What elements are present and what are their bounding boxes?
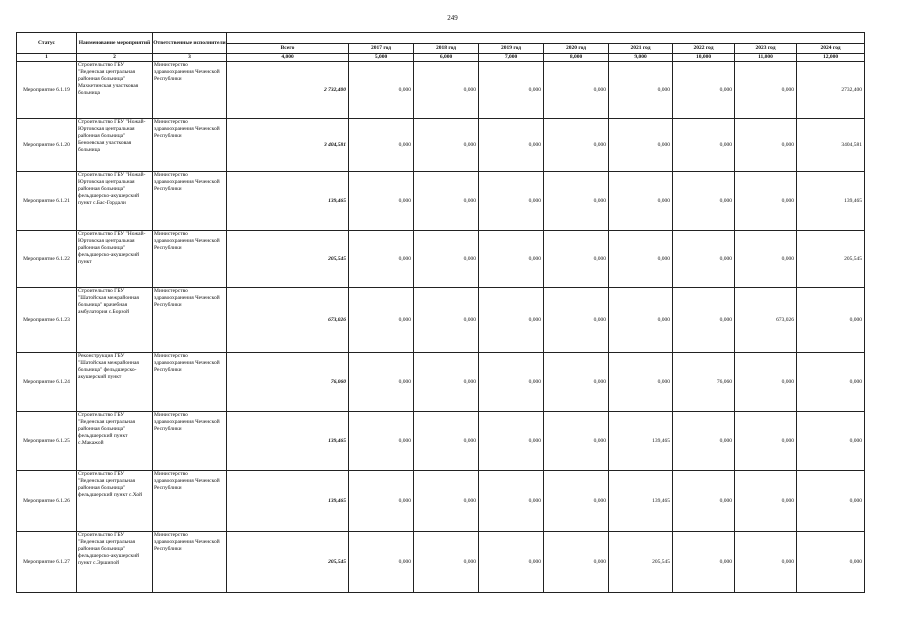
header-year: 2023 год <box>735 44 797 54</box>
row-total: 76,060 <box>227 353 349 412</box>
row-year-value: 0,000 <box>414 353 479 412</box>
table-row <box>17 471 865 532</box>
row-year-value: 0,000 <box>479 288 544 353</box>
row-year-value: 0,000 <box>479 62 544 119</box>
row-status: Мероприятие 6.1.19 <box>17 62 77 119</box>
header-row-top <box>17 33 865 44</box>
index-cell: 9,000 <box>609 54 673 62</box>
row-status: Мероприятие 6.1.20 <box>17 119 77 172</box>
index-cell: 10,000 <box>673 54 735 62</box>
row-year-value: 0,000 <box>479 119 544 172</box>
row-year-value: 3404,581 <box>797 119 865 172</box>
header-year: 2018 год <box>414 44 479 54</box>
row-total: 2 732,400 <box>227 62 349 119</box>
row-year-value: 0,000 <box>479 353 544 412</box>
header-year: 2022 год <box>673 44 735 54</box>
row-year-value: 0,000 <box>673 231 735 288</box>
index-cell: 5,000 <box>349 54 414 62</box>
header-funding-group <box>227 33 865 44</box>
index-cell: 8,000 <box>544 54 609 62</box>
header-year: 2019 год <box>479 44 544 54</box>
row-year-value: 76,060 <box>673 353 735 412</box>
row-year-value: 0,000 <box>544 412 609 471</box>
header-total: Всего <box>227 44 349 54</box>
row-year-value: 139,465 <box>797 172 865 231</box>
row-executor: Министерство здравоохранения Чеченской Республики <box>153 288 227 353</box>
row-year-value: 0,000 <box>544 172 609 231</box>
row-executor: Министерство здравоохранения Чеченской Республики <box>153 412 227 471</box>
table-row <box>17 353 865 412</box>
table-row <box>17 119 865 172</box>
row-name: Строительство ГБУ "Веденская центральная районная больница" фельдшерско-акушерский пункт с.Эршипой <box>77 532 153 593</box>
row-year-value: 0,000 <box>609 231 673 288</box>
index-cell: 3 <box>153 54 227 62</box>
row-total: 3 404,581 <box>227 119 349 172</box>
row-status: Мероприятие 6.1.23 <box>17 288 77 353</box>
row-year-value: 0,000 <box>609 62 673 119</box>
row-year-value: 139,465 <box>609 471 673 532</box>
row-status: Мероприятие 6.1.26 <box>17 471 77 532</box>
header-status: Статус <box>17 33 77 54</box>
row-total: 673,026 <box>227 288 349 353</box>
row-executor: Министерство здравоохранения Чеченской Республики <box>153 119 227 172</box>
row-year-value: 0,000 <box>414 412 479 471</box>
row-status: Мероприятие 6.1.25 <box>17 412 77 471</box>
row-year-value: 0,000 <box>414 231 479 288</box>
row-year-value: 0,000 <box>349 172 414 231</box>
row-executor: Министерство здравоохранения Чеченской Республики <box>153 172 227 231</box>
row-year-value: 0,000 <box>479 412 544 471</box>
row-total: 139,465 <box>227 471 349 532</box>
row-year-value: 0,000 <box>544 231 609 288</box>
row-year-value: 0,000 <box>797 412 865 471</box>
row-year-value: 2732,400 <box>797 62 865 119</box>
row-name: Строительство ГБУ "Веденская центральная районная больница" фельдшерский пункт с.Хой <box>77 471 153 532</box>
row-year-value: 139,465 <box>609 412 673 471</box>
row-year-value: 0,000 <box>414 288 479 353</box>
row-executor: Министерство здравоохранения Чеченской Республики <box>153 62 227 119</box>
row-year-value: 0,000 <box>349 532 414 593</box>
row-year-value: 0,000 <box>735 471 797 532</box>
row-year-value: 0,000 <box>673 62 735 119</box>
row-total: 205,545 <box>227 231 349 288</box>
row-year-value: 0,000 <box>544 288 609 353</box>
row-year-value: 0,000 <box>349 62 414 119</box>
row-year-value: 0,000 <box>609 172 673 231</box>
row-year-value: 0,000 <box>735 119 797 172</box>
row-year-value: 0,000 <box>349 231 414 288</box>
row-year-value: 0,000 <box>544 532 609 593</box>
table-row <box>17 172 865 231</box>
row-year-value: 0,000 <box>349 471 414 532</box>
row-year-value: 0,000 <box>735 62 797 119</box>
row-year-value: 0,000 <box>349 119 414 172</box>
row-year-value: 0,000 <box>479 471 544 532</box>
row-executor: Министерство здравоохранения Чеченской Республики <box>153 231 227 288</box>
table-row <box>17 532 865 593</box>
budget-table <box>16 32 865 593</box>
row-status: Мероприятие 6.1.21 <box>17 172 77 231</box>
header-year: 2024 год <box>797 44 865 54</box>
row-year-value: 0,000 <box>797 288 865 353</box>
row-year-value: 0,000 <box>609 288 673 353</box>
row-name: Строительство ГБУ "Ножай-Юртовская центральная районная больница" фельдшерско-акушерский пункт <box>77 231 153 288</box>
row-year-value: 0,000 <box>349 353 414 412</box>
row-year-value: 0,000 <box>479 532 544 593</box>
row-total: 205,545 <box>227 532 349 593</box>
table-row <box>17 288 865 353</box>
table-body <box>17 62 865 593</box>
row-executor: Министерство здравоохранения Чеченской Республики <box>153 471 227 532</box>
row-name: Строительство ГБУ "Шатойская межрайонная больница" врачебная амбулатория с.Борзой <box>77 288 153 353</box>
table-row <box>17 412 865 471</box>
row-year-value: 0,000 <box>544 62 609 119</box>
row-year-value: 0,000 <box>735 412 797 471</box>
row-year-value: 0,000 <box>797 532 865 593</box>
row-year-value: 0,000 <box>544 119 609 172</box>
header-executors: Ответственные исполнители <box>153 33 227 54</box>
index-cell: 11,000 <box>735 54 797 62</box>
row-name: Строительство ГБУ "Ножай-Юртовская центральная районная больница" фельдшерско-акушерский пункт с.Бас-Гордали <box>77 172 153 231</box>
row-status: Мероприятие 6.1.24 <box>17 353 77 412</box>
row-year-value: 0,000 <box>735 172 797 231</box>
row-year-value: 0,000 <box>673 172 735 231</box>
header-year: 2017 год <box>349 44 414 54</box>
row-name: Строительство ГБУ "Веденская центральная районная больница" фельдшерский пункт с.Макажой <box>77 412 153 471</box>
row-year-value: 0,000 <box>544 353 609 412</box>
row-year-value: 0,000 <box>544 471 609 532</box>
index-row <box>17 54 865 62</box>
row-status: Мероприятие 6.1.27 <box>17 532 77 593</box>
row-year-value: 205,545 <box>609 532 673 593</box>
row-year-value: 0,000 <box>414 471 479 532</box>
row-year-value: 0,000 <box>673 412 735 471</box>
row-year-value: 0,000 <box>414 119 479 172</box>
header-year: 2021 год <box>609 44 673 54</box>
row-name: Реконструкция ГБУ "Шатойская межрайонная больница" фельдшерско-акушерский пункт <box>77 353 153 412</box>
page-number: 249 <box>447 14 458 22</box>
row-year-value: 0,000 <box>673 471 735 532</box>
row-status: Мероприятие 6.1.22 <box>17 231 77 288</box>
row-year-value: 0,000 <box>797 471 865 532</box>
row-year-value: 0,000 <box>673 532 735 593</box>
row-year-value: 0,000 <box>735 353 797 412</box>
row-year-value: 0,000 <box>479 172 544 231</box>
row-year-value: 673,026 <box>735 288 797 353</box>
table-row <box>17 231 865 288</box>
row-executor: Министерство здравоохранения Чеченской Республики <box>153 353 227 412</box>
row-year-value: 0,000 <box>735 532 797 593</box>
row-year-value: 0,000 <box>349 412 414 471</box>
row-year-value: 0,000 <box>414 172 479 231</box>
index-cell: 1 <box>17 54 77 62</box>
row-year-value: 0,000 <box>414 532 479 593</box>
row-year-value: 0,000 <box>673 288 735 353</box>
row-year-value: 0,000 <box>609 119 673 172</box>
row-year-value: 0,000 <box>673 119 735 172</box>
index-cell: 2 <box>77 54 153 62</box>
index-cell: 12,000 <box>797 54 865 62</box>
index-cell: 7,000 <box>479 54 544 62</box>
row-year-value: 0,000 <box>797 353 865 412</box>
header-name: Наименование мероприятий <box>77 33 153 54</box>
row-year-value: 0,000 <box>735 231 797 288</box>
index-cell: 4,000 <box>227 54 349 62</box>
row-year-value: 0,000 <box>414 62 479 119</box>
row-year-value: 0,000 <box>479 231 544 288</box>
row-total: 139,465 <box>227 412 349 471</box>
table-row <box>17 62 865 119</box>
row-year-value: 205,545 <box>797 231 865 288</box>
header-year: 2020 год <box>544 44 609 54</box>
row-name: Строительство ГБУ "Ножай-Юртовская центральная районная больница" Беноевская участковая больница <box>77 119 153 172</box>
row-name: Строительство ГБУ "Веденская центральная районная больница" Махкетинская участковая больница <box>77 62 153 119</box>
row-executor: Министерство здравоохранения Чеченской Республики <box>153 532 227 593</box>
row-total: 139,465 <box>227 172 349 231</box>
index-cell: 6,000 <box>414 54 479 62</box>
row-year-value: 0,000 <box>349 288 414 353</box>
row-year-value: 0,000 <box>609 353 673 412</box>
